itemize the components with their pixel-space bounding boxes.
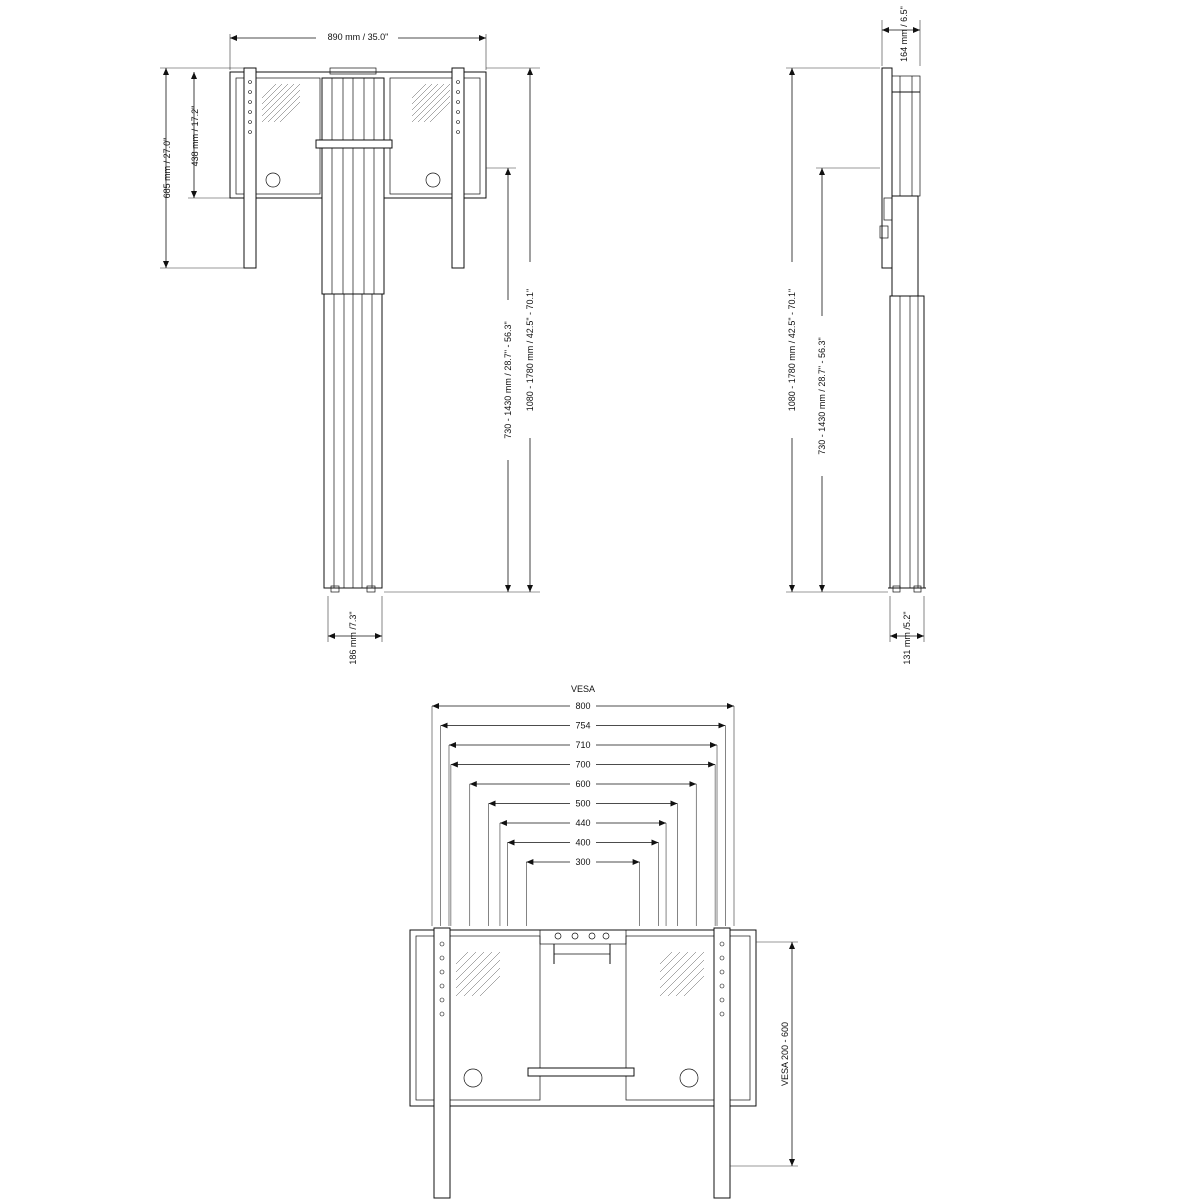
- vesa-title: VESA: [570, 684, 596, 694]
- side-view: [784, 6, 926, 664]
- front-hatch-left: [262, 84, 300, 122]
- front-view: [160, 30, 540, 665]
- front-overall-label: 1080 - 1780 mm / 42.5" - 70.1": [525, 288, 535, 412]
- vesa-hatch-left: [456, 952, 500, 996]
- side-column-outer: [890, 296, 924, 588]
- vesa-width-label: 800: [575, 701, 591, 711]
- front-rail-right: [452, 68, 464, 268]
- vesa-width-label: 710: [575, 740, 591, 750]
- front-height-label: 685 mm / 27.0": [162, 137, 172, 199]
- vesa-width-label: 600: [575, 779, 591, 789]
- front-hatch-right: [412, 84, 450, 122]
- vesa-view: [410, 684, 798, 1198]
- vesa-dimension-lines: [432, 699, 734, 926]
- side-column-inner: [892, 196, 918, 296]
- vesa-rail-left: [434, 928, 450, 1198]
- vesa-width-label: 400: [575, 837, 591, 848]
- vesa-mount-frame: [410, 930, 756, 1106]
- front-vesa-height-label: 438 mm / 17.2": [190, 105, 200, 167]
- side-overall-label: 1080 - 1780 mm / 42.5" - 70.1": [787, 288, 797, 412]
- vesa-height-label: VESA 200 - 600: [780, 1021, 790, 1087]
- side-travel-label: 730 - 1430 mm / 28.7" - 56.3": [817, 337, 827, 455]
- vesa-width-label: 500: [575, 798, 591, 809]
- vesa-width-label: 300: [575, 857, 591, 867]
- front-rail-left: [244, 68, 256, 268]
- vesa-rail-right: [714, 928, 730, 1198]
- side-depth-label: 164 mm / 6.5": [899, 6, 909, 62]
- front-width-label: 890 mm / 35.0": [327, 32, 389, 42]
- vesa-width-label: 700: [575, 759, 591, 770]
- vesa-width-label: 440: [575, 818, 591, 828]
- front-travel-label: 730 - 1430 mm / 28.7" - 56.3": [503, 321, 513, 439]
- side-base-label: 131 mm /5.2": [902, 611, 912, 665]
- front-base-label: 186 mm /7.3": [348, 611, 358, 665]
- vesa-hatch-right: [660, 952, 704, 996]
- vesa-width-label: 754: [575, 720, 591, 731]
